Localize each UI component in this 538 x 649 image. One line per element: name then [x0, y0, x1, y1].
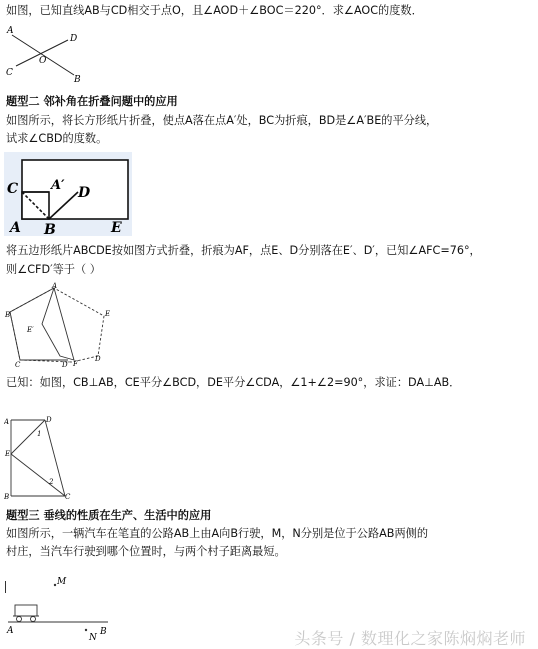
label-c: C [65, 493, 71, 501]
label-a: A [10, 220, 21, 236]
label-a: A [7, 626, 14, 636]
problem-1-text: 如图，已知直线AB与CD相交于点O，且∠AOD＋∠BOC＝220°．求∠AOC的度数． [6, 4, 423, 17]
label-e: E [105, 310, 111, 318]
folded-rectangle-figure [4, 152, 132, 236]
problem-3-line-2: 则∠CFD′等于（ ） [6, 263, 101, 276]
label-a-prime: A′ [51, 178, 65, 193]
label-angle-1: 1 [37, 430, 42, 438]
label-c: C [15, 361, 21, 368]
label-d: D [78, 185, 91, 201]
folded-pentagon-figure [4, 282, 116, 368]
label-b: B [5, 311, 11, 319]
intersecting-lines-figure [4, 22, 94, 84]
label-d: D [46, 416, 52, 424]
label-e: E [111, 220, 122, 236]
label-b: B [74, 75, 81, 84]
problem-5-line-2: 村庄，当汽车行驶到哪个位置时，与两个村子距离最短。 [6, 545, 286, 558]
label-e-prime: E′ [27, 326, 34, 334]
label-d-prime: D′ [62, 361, 70, 368]
label-b: B [4, 493, 10, 501]
label-d: D [95, 355, 101, 363]
car-icon [15, 605, 37, 616]
label-a: A [7, 26, 14, 36]
label-e: E [5, 450, 11, 458]
problem-2-line-2: 试求∠CBD的度数。 [6, 132, 108, 145]
label-f: F [73, 360, 78, 368]
label-angle-2: 2 [49, 478, 54, 486]
trapezoid-proof-figure [4, 414, 76, 502]
label-c: C [6, 68, 13, 78]
watermark-text: 头条号 / 数理化之家陈焖焖老师 [294, 629, 526, 648]
problem-2-line-1: 如图所示，将长方形纸片折叠，使点A落在点A′处，BC为折痕，BD是∠A′BE的平分线， [6, 114, 438, 127]
label-b: B [44, 222, 56, 236]
problem-4-text: 已知：如图，CB⊥AB，CE平分∠BCD，DE平分∠CDA，∠1+∠2=90°，求证：DA⊥AB． [6, 376, 461, 389]
label-a: A [52, 282, 58, 290]
label-c: C [7, 181, 19, 197]
label-n: N [89, 633, 97, 643]
label-o: O [39, 56, 47, 66]
road-villages-figure [4, 572, 114, 644]
heading-type-2: 题型二 邻补角在折叠问题中的应用 [6, 95, 178, 108]
problem-3-line-1: 将五边形纸片ABCDE按如图方式折叠，折痕为AF，点E、D分别落在E′、D′，已知∠AFC=76°， [6, 244, 481, 257]
label-m: M [57, 577, 67, 587]
problem-5-line-1: 如图所示，一辆汽车在笔直的公路AB上由A向B行驶，M，N分别是位于公路AB两侧的 [6, 527, 429, 540]
label-d: D [70, 34, 78, 44]
label-b: B [100, 627, 107, 637]
heading-type-3: 题型三 垂线的性质在生产、生活中的应用 [6, 509, 212, 522]
label-a: A [4, 418, 10, 426]
